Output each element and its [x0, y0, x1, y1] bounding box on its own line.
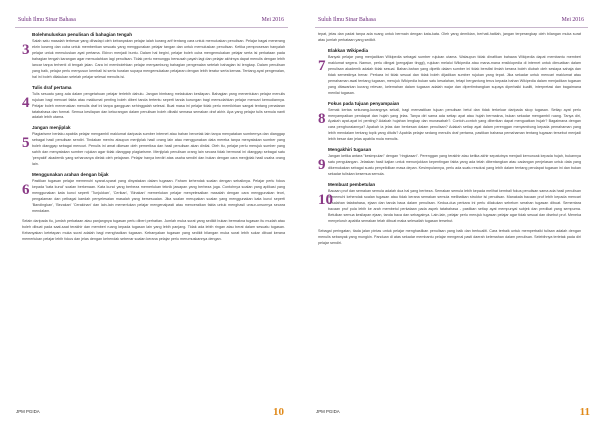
- section-title: Bolehmuluskan penulisan di bahagian tengah: [32, 32, 133, 37]
- page-header: [0, 17, 300, 27]
- section-paragraph: Jangan ketika antara "kesimpulan" dengan "ringkasan". Perenggan yang terakhir atau ketika akhir sepatutnya menjadi kemuncak kepada hujah, bukannya satu pengulangan. Jelaskan hasil kajian untuk menunjukkan kepentingan fakta yang ada telah dibentangkan atau cadangan penjelasan untuk data yang dikemukakan sebagai suatu penyelidikan masa depan. Kesimpulannya, perlu ada suatu resolusi yang lebih dalam tentang pendapat tugasan ini dan bukan sekadar tuliskan kesemua semula.: [328, 154, 581, 177]
- right-body: [318, 32, 581, 251]
- section-paragraph: Sebagai peringatan, tiada jalan pintas untuk pelajar menghasilkan penulisan yang baik dan berkualiti. Cara terbaik untuk memperbaiki tulisan adalah dengan menulis sebanyak yang mungkin. Panduan di atas sekadar membantu pelajar mengenal pasti daerah kelemahan dalam penulisan. Selebihnya terletak pada diri pelajar sendiri.: [318, 228, 581, 245]
- header-title: Suluh Ilmu Sinar Bahasa: [318, 17, 376, 23]
- section-paragraph: Pastikan tugasan pelajar memenuhi syarat-syarat yang dinyatakan dalam tugasan. Faham kehendak soalan dengan sebaiknya. Pelajar perlu fokus kepada 'kata kunci' soalan berkenaan. Kata kunci yang berbeza memerlukan teknik jawapan yang berbeza juga. Contohnya soalan yang aplikasi yang menggunakan kata kunci seperti 'Tunjukkan', 'Cerikan', 'Binakan' memerlukan pelajar menyelesaikan masalah dengan cara menggunakan teori, pengalaman dan pelbagai kaedah penyelesaian masalah yang bersesuaian. Jika soalan merupakan soalan yang menggunakan kata kunci seperti 'Bandingkan', 'Bezakan' 'Cerakinan' dan lain-lain memerlukan pelajar mengenalpasti atau menceraikan fakta untuk menghasil unsur-unsurnya secara mendalam.: [32, 179, 285, 213]
- section-title: Jangan menjiplak: [32, 125, 71, 131]
- header-rule: [15, 27, 288, 28]
- left-body: [22, 32, 285, 247]
- article-section: [318, 48, 581, 97]
- header-title: Suluh Ilmu Sinar Bahasa: [18, 17, 76, 23]
- section-paragraph: Semak kertas sekurang-kurangnya sekali, bagi memastikan tujuan penulisan betul dan tidak terkeluar daripada skop tugasan. Setiap ayat perlu menyampaikan pendapat dan hujah yang jelas. Tanya diri sama ada setiap ayat atau hujah bermakna, bukan sekadar mengambil ruang. Tanya diri, Apakah ayat-ayat ini penting? Adakah hujahan lengkap dan munasabah?. Contoh-contoh yang diberikan dapat menguatkan hujah? Bagaimana dengan cara penghuraiannya? Apakah ia jelas dan berkesan dalam penulisan? Adakah setiap ayat dalam perenggan menyambung kepada pemahaman yang lebih mendalam tentang topik yang ditulis? Apabila pelajar sedang menulis draf pertama, pastikan bahawa pemahaman tentang tugasan tersebut menjadi lebih besar dan jelas apabila mula menulis.: [328, 107, 581, 142]
- section-number: 9: [318, 157, 326, 174]
- page-header: [300, 17, 600, 27]
- section-number: 10: [318, 192, 333, 209]
- page-number: 11: [579, 406, 590, 418]
- article-section: [318, 147, 581, 178]
- article-section: [22, 85, 285, 122]
- section-number: 3: [22, 42, 30, 58]
- section-paragraph: tepat, jelas dan padat tanpa ada ruang untuk bermain dengan kata-kata. Oleh yang demikian, berhati-hatilah, jangan terperangkap oleh bilangan muka surat atau jumlah perkataan yang sedikit.: [318, 32, 581, 42]
- article-section: [22, 125, 285, 168]
- section-title: Membuat pembetulan: [328, 182, 376, 188]
- article-section: [318, 101, 581, 144]
- section-title: Elakkan Wikipedia: [328, 47, 369, 53]
- header-date: Mei 2016: [261, 17, 284, 23]
- right-page: [300, 0, 600, 424]
- section-number: 8: [318, 110, 326, 127]
- page-number: 10: [273, 406, 284, 418]
- header-date: Mei 2016: [561, 17, 584, 23]
- section-number: 5: [22, 135, 30, 152]
- article-section: [22, 172, 285, 215]
- section-title: Fokus pada tujuan penyampaian: [328, 100, 400, 106]
- footer-label: JPM PGIDA: [316, 409, 340, 414]
- section-title: Menggunakan arahan dengan bijak: [32, 172, 109, 178]
- section-number: 7: [318, 57, 326, 74]
- article-section: [318, 229, 581, 247]
- section-paragraph: Tulis sesuatu yang ada dalam pengetahuan pelajar terlebih dahulu. Jangan bimbang melakukan kesilapan. Bahagian yang menentukan pelajar menulis rujukan bagi mencari fakta atau maklumat penting boleh diberi tanda tertentu seperti tanda kurungan bagi memudahkan pelajar mencari kemudiannya. Pelajar boleh meneruskan menulis draf ini tanpa gangguan sehinggalah selesai. Buat masa ini pelajar tidak perlu memikirkan sangat tentang penataran tatabahasa dan format. Semua kesilapan dan kekurangan dalam penulisan boleh dibaiki semasa semakan draf akhir. Apa yang pelajar tulis semula nanti adalah lebih utama.: [32, 91, 285, 120]
- section-paragraph: Banyak pelajar yang menjadikan Wikipedia sebagai sumber rujukan utama. Walaupun tidak dinafikan bahawa Wikipedia dapat membantu memberi maklumat segera. Namun, perlu diingat (pengajian tinggi), rujukan melalui Wikipedia atau mana-mana ensiklopedia di internet untuk dimuatkan dalam penulisan akademik adalah tidak sesuai. Bahan-bahan yang dipetik dalam sumber ini tidak bersifat ilmiah kerana boleh diubah oleh sesiapa sahaja dan tidak semestinya benar. Perkara ini tidak sesuai dan tidak boleh dijadikan sumber rujukan yang tepat. Jika sekadar untuk mencari maklumat atau pemahaman awal tentang tugasan, merujuk Wikipedia bukan satu kesalahan, tetapi bergantung terus kepada bahan Wikipedia dalam menjadikan tugasan yang ditawarkan kurang relevan, kelemahan dalam tugasan adalah wajar dan dipertimbangkan supaya diperbaiki kualiti, interpretasi dan bagaimana menilai tugasan.: [328, 54, 581, 95]
- section-title: Tulis draf pertama: [32, 84, 72, 90]
- article-section: [318, 182, 581, 225]
- section-paragraph: Selain daripada itu, jumlah perkataan atau panjangnya tugasan perlu diberi perhatian. Jumlah muka surat yang sedikit bukan bermakna tugasan itu mudah atau boleh dibuat pada saat-saat terakhir dan memberi ruang kepada tugasan lain yang lebih panjang. Tidak ada lebih ringan atau berat dalam sesuatu tugasan. Kebanyakan ketetapan muka surat adalah bagi menghadkan tugasan. Kebanyakan tugasan yang sedikit bilangan muka surat lebih sukar dibuat kerana memerlukan pelajar lebih fokus dan jelas dengan kehendak sebenar soalan kerana pelajar perlu merumuskannya dengan.: [22, 218, 285, 241]
- section-paragraph: Plagiarisme berlaku apabila pelajar mengambil maklumat daripada sumber internet atau bahan bercetak lain tanpa menyatakan sumbernya dan dianggap sebagai hasil penulisan sendiri. Tindakan meniru ataupun menjiplak hasil orang lain atau menggunakan data mereka tanpa menyatakan sumber yang boleh dianggap sebagai mencuri. Penulis ini amat dikesan oleh pemeriksa dan hasil penulisan akan dinilai. Oleh itu, pelajar perlu merujuk sumber yang sahih dan menyatakan sumber rujukan agar tidak dianggap plagiarisme. Menjiplak penulisan orang lain secara tidak bermoral ini dianggap sebagai satu 'penyakit' akademik yang seharusnya dielak oleh pelajaran. Pelajar hanya berdiri atas usaha sendiri dan bukan dengan cara menjiplak hasil usaha orang lain.: [32, 132, 285, 167]
- section-paragraph: Bacaan pruf dan semakan semula adalah dua hal yang berbeza. Semakan semula lebih kepada melihat kembali fokus penulisan sama ada hasil penulisan menemuhi kehendak soalan tugasan atau tidak kerana semakan semula melibatkan struktur isi penulisan. Manakala bacaan pruf lebih kepada mencari kesalahan tatabahasa, ejaan dan tanda baca dalam penulisan. Kedua-dua perkara ini perlu dilakukan sebelum serahan tugasan dibuat. Sementara bacaan pruf pula lebih ke arah membetul perkataan pada aspek tatabahasa - pastikan setiap ayat mempunyai subjek dan predikat yang sempurna. Betulkan semua kesilapan ejaan, tanda baca dan sebagainya. Lain-lain, pelajar perlu merujuk tugasan pelajar agar tidak sesuai dan disebut pruf. Meneka menyeluruh apabila semakan telah dibuat maka selesailah tugasan tersebut.: [328, 189, 581, 223]
- article-section: [22, 219, 285, 243]
- footer-label: JPM PGIDA: [16, 409, 40, 414]
- header-rule: [315, 27, 588, 28]
- article-section: [318, 32, 581, 44]
- article-section: [22, 32, 285, 81]
- section-title: Mengakhiri tugasan: [328, 147, 372, 153]
- section-paragraph: Salah satu masalah terbesar yang dihadapi oleh kebanyakan pelajar ialah kurang arif tentang cara untuk memuluskan penulisan. Pelajar bagai menerang ekrin koseng dan cuba untuk memberikan sesuatu yang menggunakan pelajar tangan dan untuk memuluskan penulisan. Ketika pemprosesan hanyalah pelajar untuk memuluskan ayat pertama. Ekiron menjadi buntu. Dalam hal begini, pelajar boleh cuba mengemukakan pelajar serta isi perkataan pada bahagian tengah karangan agar memudahkan lagi penulisan. Tidak perlu menunggu bersusah payah lagi dan pelajar akhirnya dapat menulis dengan lebih lancar tanpa terhenti di tengah jalan. Cara ini membolehkan pelajar menyambung bahagian pengenalan setelah bahagian isi lengkap. Dalam penulisan yang baik, pelajar perlu menyusun kembali isi serta huraian supaya mengemukakan pelajaran dengan lebih teratur serta kemas. Tentang ayat pengenalan, hal ini boleh dilakukan setelah pelajar selesai menulis isi.: [32, 39, 285, 79]
- section-number: 6: [22, 182, 30, 199]
- section-number: 4: [22, 94, 30, 111]
